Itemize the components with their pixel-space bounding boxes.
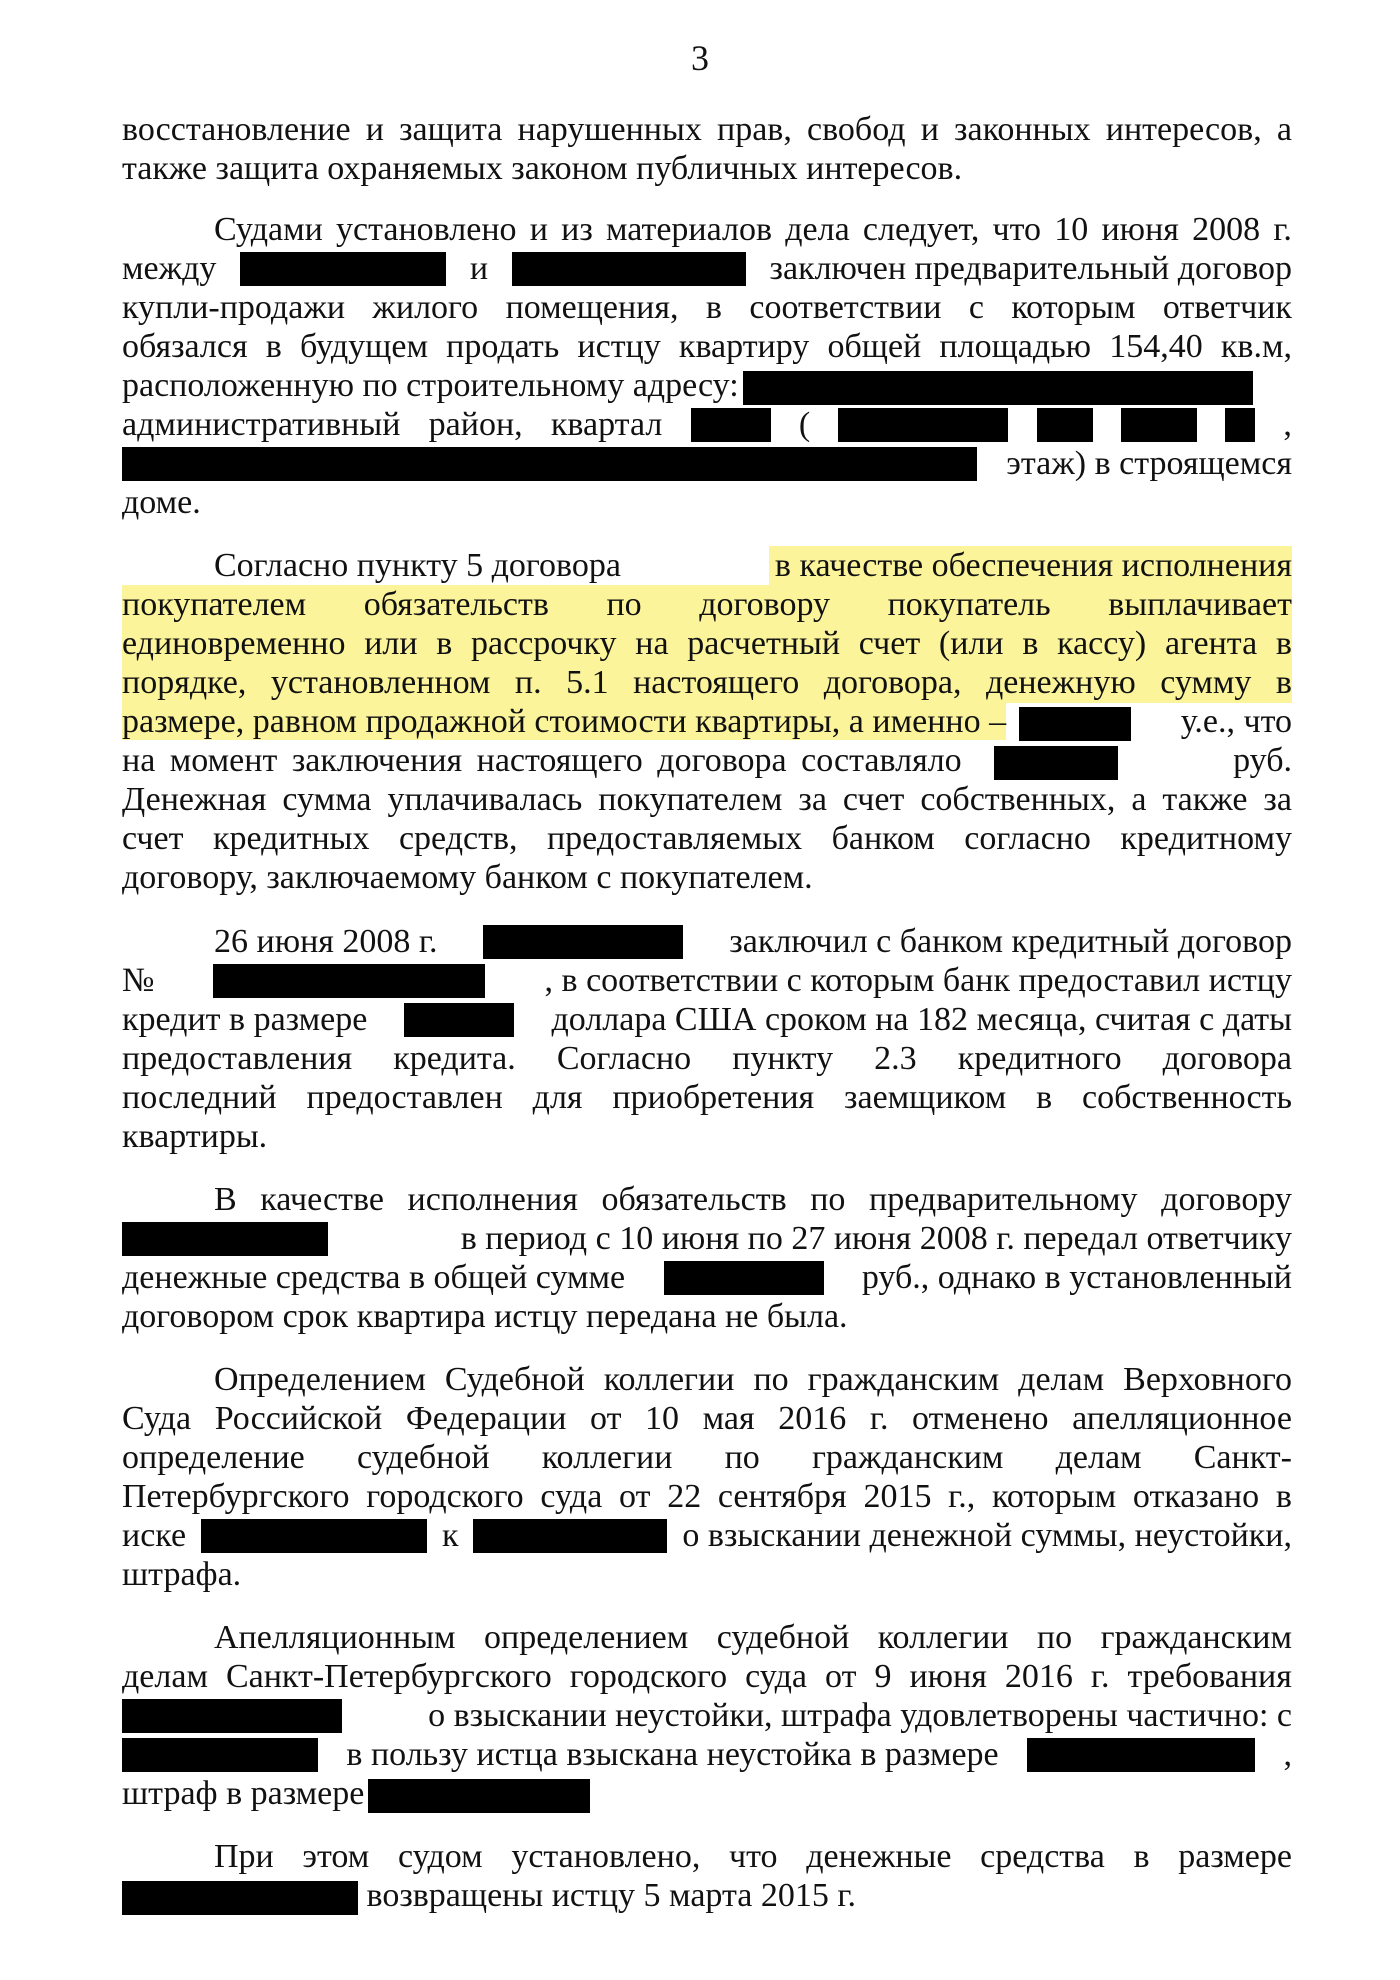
p3-l6-b: руб.: [1233, 742, 1292, 779]
word: кредитному: [1120, 820, 1292, 857]
p3-line4: [122, 663, 1292, 703]
word: последний: [122, 1079, 277, 1116]
word: счет: [842, 781, 905, 818]
word: нарушенных: [517, 111, 702, 148]
p8-line2: [122, 1876, 1292, 1916]
p2-l6-a: административный: [122, 406, 401, 443]
word: квартиру: [678, 328, 810, 365]
p4-l3-a: кредит в размере: [122, 1001, 368, 1038]
word: гражданским: [811, 1439, 1004, 1476]
p2-line3: [122, 288, 1292, 328]
word: заемщиком: [844, 1079, 1007, 1116]
p5-line4: договором срок квартира истцу передана не была.: [122, 1298, 848, 1335]
word: по: [724, 1439, 760, 1476]
word: интересов,: [1105, 111, 1262, 148]
p3-l5-highlight: размере, равном продажной стоимости квартиры, а именно –: [122, 703, 1007, 740]
word: п.: [514, 664, 542, 701]
word: судом: [397, 1838, 483, 1875]
word: свобод: [807, 111, 906, 148]
word: ответчик: [1162, 289, 1292, 326]
p2-l7-text: этаж) в строящемся: [1006, 445, 1292, 482]
redaction-block: [1225, 408, 1255, 442]
p2-line5: [122, 366, 1292, 406]
redaction-block: [743, 371, 1253, 405]
word: размере: [1178, 1838, 1292, 1875]
word: предоставления: [122, 1040, 353, 1077]
p6-line2: [122, 1399, 1292, 1439]
p5-l3-b: руб., однако в установленный: [861, 1259, 1292, 1296]
p3-l5-b: у.е., что: [1180, 703, 1292, 740]
redaction-block: [240, 252, 446, 286]
word: счет: [858, 625, 921, 662]
redaction-block: [473, 1519, 667, 1553]
word: прав,: [717, 111, 792, 148]
word: г.: [1273, 211, 1292, 248]
word: судебной: [356, 1439, 490, 1476]
redaction-block: [483, 925, 683, 959]
word: делам: [122, 1658, 208, 1695]
word: истцу: [577, 328, 661, 365]
word: счет: [122, 820, 184, 857]
p7-line1: [214, 1618, 1292, 1658]
p2-line8: доме.: [122, 484, 201, 521]
word: с: [968, 289, 984, 326]
word: порядке,: [122, 664, 247, 701]
word: площадью: [939, 328, 1092, 365]
redaction-block: [122, 1222, 328, 1256]
p7-l5-text: штраф в размере: [122, 1775, 365, 1812]
p7-line4: [122, 1735, 1292, 1775]
word: за: [798, 781, 827, 818]
word: по: [753, 1361, 789, 1398]
redaction-block: [213, 964, 485, 998]
word: или: [364, 625, 418, 662]
word: по: [810, 1181, 846, 1218]
word: договора: [1162, 1040, 1292, 1077]
word: апелляционное: [1072, 1400, 1292, 1437]
word: в: [1275, 625, 1292, 662]
word: 2016: [778, 1400, 847, 1437]
p4-line6: квартиры.: [122, 1118, 268, 1155]
p6-line3: [122, 1438, 1292, 1478]
word: кредита.: [393, 1040, 516, 1077]
word: кредитных: [212, 820, 370, 857]
word: коллегии: [877, 1619, 1009, 1656]
word: г.: [1090, 1658, 1110, 1695]
word: гражданским: [1100, 1619, 1292, 1656]
word: в: [436, 625, 453, 662]
word: Санкт-: [1193, 1439, 1292, 1476]
p3-l6-a: на момент заключения настоящего договора составляло: [122, 742, 962, 779]
word: При: [214, 1838, 274, 1875]
word: Суда: [122, 1400, 192, 1437]
p3-line5: [122, 702, 1292, 742]
word: покупателем: [122, 586, 307, 623]
p3-l1-plain: Согласно пункту 5 договора: [214, 547, 621, 584]
p4-line2: [122, 961, 1292, 1001]
word: средств,: [398, 820, 518, 857]
word: городского: [366, 1478, 524, 1515]
word: в: [1022, 625, 1039, 662]
p1-line1: [122, 110, 1292, 150]
p4-line1: [214, 922, 1292, 962]
p6-l5-a: иске: [122, 1517, 187, 1554]
word: 154,40: [1109, 328, 1203, 365]
p7-line2: [122, 1657, 1292, 1697]
word: собственность: [1082, 1079, 1292, 1116]
p2-l2-c: заключен предварительный договор: [769, 250, 1292, 287]
word: приобретения: [612, 1079, 815, 1116]
word: сентября: [717, 1478, 847, 1515]
redaction-block: [201, 1519, 427, 1553]
word: общей: [827, 328, 922, 365]
p5-l3-a: денежные средства в общей сумме: [122, 1259, 626, 1296]
word: пункту: [732, 1040, 834, 1077]
p2-l6-b: район,: [428, 406, 523, 443]
redaction-block: [122, 1881, 358, 1915]
word: восстановление: [122, 111, 351, 148]
word: соответствии: [749, 289, 942, 326]
word: июня: [1101, 211, 1179, 248]
p4-l2-b: , в соответствии с которым банк предоставил истцу: [544, 962, 1292, 999]
word: Федерации: [405, 1400, 567, 1437]
word: кв.м,: [1220, 328, 1292, 365]
word: от: [619, 1478, 651, 1515]
word: сумма: [282, 781, 372, 818]
p6-line4: [122, 1477, 1292, 1517]
word: на: [635, 625, 669, 662]
word: 22: [667, 1478, 702, 1515]
word: выплачивает: [1108, 586, 1292, 623]
word: обязательств: [601, 1181, 787, 1218]
p6-l5-b: к: [441, 1517, 459, 1554]
p3-line2: [122, 585, 1292, 625]
word: собственных,: [920, 781, 1116, 818]
word: Петербургского: [122, 1478, 350, 1515]
word: что: [992, 211, 1042, 248]
word: уплачивалась: [387, 781, 583, 818]
p5-line1: [214, 1180, 1292, 1220]
word: делам: [1018, 1361, 1105, 1398]
word: средства: [980, 1838, 1105, 1875]
word: что: [729, 1838, 778, 1875]
p2-line1: [214, 210, 1292, 250]
p4-line5: [122, 1078, 1292, 1118]
redaction-block: [1027, 1738, 1255, 1772]
p7-line5: [122, 1774, 1292, 1814]
word: дела: [785, 211, 850, 248]
p6-line1: [214, 1360, 1292, 1400]
p4-l2-a: №: [122, 962, 155, 999]
word: от: [825, 1658, 857, 1695]
p3-line6: [122, 741, 1292, 781]
word: суда: [745, 1658, 808, 1695]
word: установлено: [336, 211, 517, 248]
redaction-block: [838, 408, 1008, 442]
p4-line4: [122, 1039, 1292, 1079]
word: мая: [702, 1400, 755, 1437]
word: купли-продажи: [122, 289, 346, 326]
word: установленном: [270, 664, 491, 701]
word: Апелляционным: [214, 1619, 456, 1656]
word: отказано: [1132, 1478, 1260, 1515]
word: жилого: [372, 289, 479, 326]
word: суда: [540, 1478, 603, 1515]
p3-line1: [214, 546, 1292, 586]
p4-l1-a: 26 июня 2008 г.: [214, 923, 438, 960]
word: в: [705, 289, 722, 326]
p3-line8: [122, 819, 1292, 859]
word: Российской: [214, 1400, 383, 1437]
p3-line3: [122, 624, 1292, 664]
word: сумму: [1160, 664, 1252, 701]
word: Верховного: [1123, 1361, 1292, 1398]
p2-l6-e: ,: [1283, 406, 1292, 443]
word: г.,: [948, 1478, 976, 1515]
word: следует,: [862, 211, 980, 248]
redaction-block: [691, 408, 771, 442]
word: в: [1275, 664, 1292, 701]
word: которым: [992, 1478, 1117, 1515]
word: для: [532, 1079, 583, 1116]
word: установлено,: [511, 1838, 701, 1875]
word: 2.3: [874, 1040, 917, 1077]
p2-line2: [122, 249, 1292, 289]
redaction-block: [1019, 707, 1131, 741]
word: покупателем: [598, 781, 783, 818]
p3-line9: договору, заключаемому банком с покупателем.: [122, 859, 813, 896]
word: в: [1275, 1478, 1292, 1515]
p7-line3: [122, 1696, 1292, 1736]
word: будущем: [300, 328, 428, 365]
p1-line2: также защита охраняемых законом публичных интересов.: [122, 150, 963, 187]
word: в: [1133, 1838, 1150, 1875]
p2-l5-text: расположенную по строительному адресу:: [122, 367, 739, 404]
word: также: [1162, 781, 1248, 818]
word: определение: [122, 1439, 305, 1476]
word: делам: [1055, 1439, 1142, 1476]
word: Согласно: [556, 1040, 692, 1077]
p4-line3: [122, 1000, 1292, 1040]
word: расчетный: [687, 625, 841, 662]
word: денежную: [985, 664, 1136, 701]
word: из: [561, 211, 593, 248]
p5-line2: [122, 1219, 1292, 1259]
word: коллегии: [541, 1439, 673, 1476]
word: и: [529, 211, 548, 248]
word: в: [265, 328, 282, 365]
p8-line1: [214, 1837, 1292, 1877]
word: единовременно: [122, 625, 346, 662]
word: а: [1276, 111, 1292, 148]
word: городского: [569, 1658, 728, 1695]
p8-l2-text: возвращены истцу 5 марта 2015 г.: [366, 1877, 856, 1914]
word: агента: [1164, 625, 1258, 662]
word: Судами: [214, 211, 323, 248]
redaction-block: [122, 447, 977, 481]
p2-l2-b: и: [469, 250, 489, 287]
redaction-block: [404, 1003, 514, 1037]
word: рассрочку: [471, 625, 617, 662]
word: обязался: [122, 328, 248, 365]
word: предварительному: [869, 1181, 1138, 1218]
word: Определением: [214, 1361, 426, 1398]
word: от: [590, 1400, 622, 1437]
p6-line5: [122, 1516, 1292, 1556]
word: за: [1263, 781, 1292, 818]
redaction-block: [1121, 408, 1197, 442]
word: 2016: [1004, 1658, 1073, 1695]
word: судебной: [716, 1619, 850, 1656]
word: кассу): [1057, 625, 1147, 662]
word: защита: [399, 111, 503, 148]
page-number: 3: [691, 38, 709, 78]
redaction-block: [122, 1738, 318, 1772]
word: а: [1131, 781, 1147, 818]
p2-line7: [122, 444, 1292, 484]
p7-l3-text: о взыскании неустойки, штрафа удовлетворены частично: с: [428, 1697, 1292, 1734]
word: этом: [302, 1838, 370, 1875]
word: (или: [938, 625, 1004, 662]
redaction-block: [664, 1261, 824, 1295]
word: банком: [831, 820, 935, 857]
word: по: [606, 586, 642, 623]
p3-line7: [122, 780, 1292, 820]
p2-l2-a: между: [122, 250, 217, 287]
p5-l2-text: в период с 10 июня по 27 июня 2008 г. передал ответчику: [460, 1220, 1292, 1257]
p2-l6-d: (: [798, 406, 811, 443]
p2-line6: [122, 405, 1292, 445]
word: коллегии: [603, 1361, 735, 1398]
word: продать: [446, 328, 560, 365]
word: покупатель: [887, 586, 1051, 623]
word: по: [1036, 1619, 1073, 1656]
word: 5.1: [566, 664, 609, 701]
word: кредитного: [957, 1040, 1122, 1077]
word: определением: [484, 1619, 689, 1656]
p7-l4-text: в пользу истца взыскана неустойка в размере: [346, 1736, 999, 1773]
word: и: [365, 111, 384, 148]
p6-line6: штрафа.: [122, 1556, 242, 1593]
word: требования: [1127, 1658, 1292, 1695]
word: В: [214, 1181, 237, 1218]
word: 2008: [1192, 211, 1261, 248]
word: Санкт-Петербургского: [225, 1658, 552, 1695]
word: 2015: [863, 1478, 932, 1515]
word: Денежная: [122, 781, 267, 818]
word: Судебной: [444, 1361, 585, 1398]
word: настоящего: [633, 664, 800, 701]
p6-l5-c: о взыскании денежной суммы, неустойки,: [682, 1517, 1292, 1554]
redaction-block: [512, 252, 746, 286]
redaction-block: [1037, 408, 1093, 442]
word: законных: [954, 111, 1091, 148]
word: согласно: [964, 820, 1091, 857]
p4-l3-b: доллара США сроком на 182 месяца, считая с даты: [551, 1001, 1292, 1038]
p3-l1-highlight: в качестве обеспечения исполнения: [769, 546, 1292, 586]
p4-l1-b: заключил с банком кредитный договор: [729, 923, 1292, 960]
word: в: [1036, 1079, 1053, 1116]
word: отменено: [912, 1400, 1049, 1437]
word: и: [920, 111, 939, 148]
redaction-block: [994, 746, 1118, 780]
word: предоставлен: [306, 1079, 503, 1116]
p2-line4: [122, 327, 1292, 367]
word: 10: [645, 1400, 680, 1437]
p2-l6-c: квартал: [550, 406, 663, 443]
word: которым: [1011, 289, 1136, 326]
redaction-block: [122, 1699, 342, 1733]
word: материалов: [605, 211, 773, 248]
word: исполнения: [407, 1181, 578, 1218]
word: качестве: [260, 1181, 384, 1218]
word: июня: [909, 1658, 987, 1695]
p7-l4-end: ,: [1283, 1736, 1292, 1773]
word: предоставляемых: [546, 820, 803, 857]
word: договору: [1161, 1181, 1292, 1218]
word: 9: [874, 1658, 892, 1695]
p5-line3: [122, 1258, 1292, 1298]
word: договору: [699, 586, 831, 623]
word: денежные: [806, 1838, 952, 1875]
word: договора,: [823, 664, 962, 701]
word: г.: [869, 1400, 889, 1437]
word: 10: [1054, 211, 1089, 248]
word: гражданским: [807, 1361, 1000, 1398]
word: помещения,: [505, 289, 679, 326]
word: обязательств: [363, 586, 549, 623]
redaction-block: [368, 1779, 590, 1813]
